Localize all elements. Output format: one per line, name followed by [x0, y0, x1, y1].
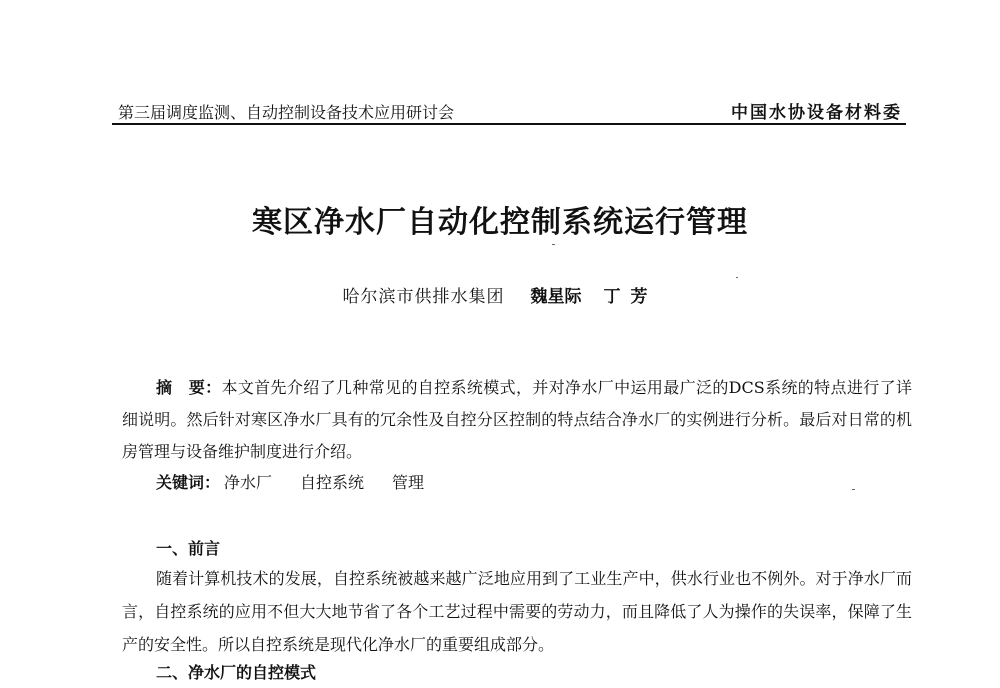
scan-speck: [736, 277, 738, 278]
author-organization: 哈尔滨市供排水集团: [342, 287, 505, 307]
abstract: [122, 372, 912, 468]
abstract-label: 摘 要：: [156, 378, 222, 397]
abstract-text: 本文首先介绍了几种常见的自控系统模式，并对净水厂中运用最广泛的DCS系统的特点进行了详细说明。然后针对寒区净水厂具有的冗余性及自控分区控制的特点结合净水厂的实例进行分析。最后对日常的机房管理与设备维护制度进行介绍。: [122, 378, 912, 461]
paper-title: 寒区净水厂自动化控制系统运行管理: [252, 205, 748, 240]
author-name-1: 魏星际: [530, 287, 582, 307]
keyword-item: 管理: [392, 473, 425, 492]
conference-name: 第三届调度监测、自动控制设备技术应用研讨会: [118, 103, 455, 122]
keywords-label: 关键词：: [156, 473, 221, 492]
scan-speck: [552, 244, 555, 245]
section-heading-control-modes: 二、净水厂的自控模式: [156, 663, 317, 682]
author-line: [0, 282, 1000, 307]
publisher-name: 中国水协设备材料委: [731, 103, 902, 123]
scan-speck: [852, 489, 855, 490]
keyword-item: 自控系统: [300, 473, 365, 492]
keywords: [156, 470, 424, 493]
header-rule: [112, 123, 906, 125]
keyword-item: 净水厂: [224, 473, 273, 492]
section-heading-introduction: 一、前言: [156, 539, 221, 558]
author-name-2: 丁芳: [603, 287, 658, 307]
introduction-paragraph: 随着计算机技术的发展，自控系统被越来越广泛地应用到了工业生产中，供水行业也不例外。对于净水厂而言，自控系统的应用不但大大地节省了各个工艺过程中需要的劳动力，而且降低了人为操作的失误率，保障了生产的安全性。所以自控系统是现代化净水厂的重要组成部分。: [122, 569, 912, 654]
running-header: [112, 98, 906, 124]
